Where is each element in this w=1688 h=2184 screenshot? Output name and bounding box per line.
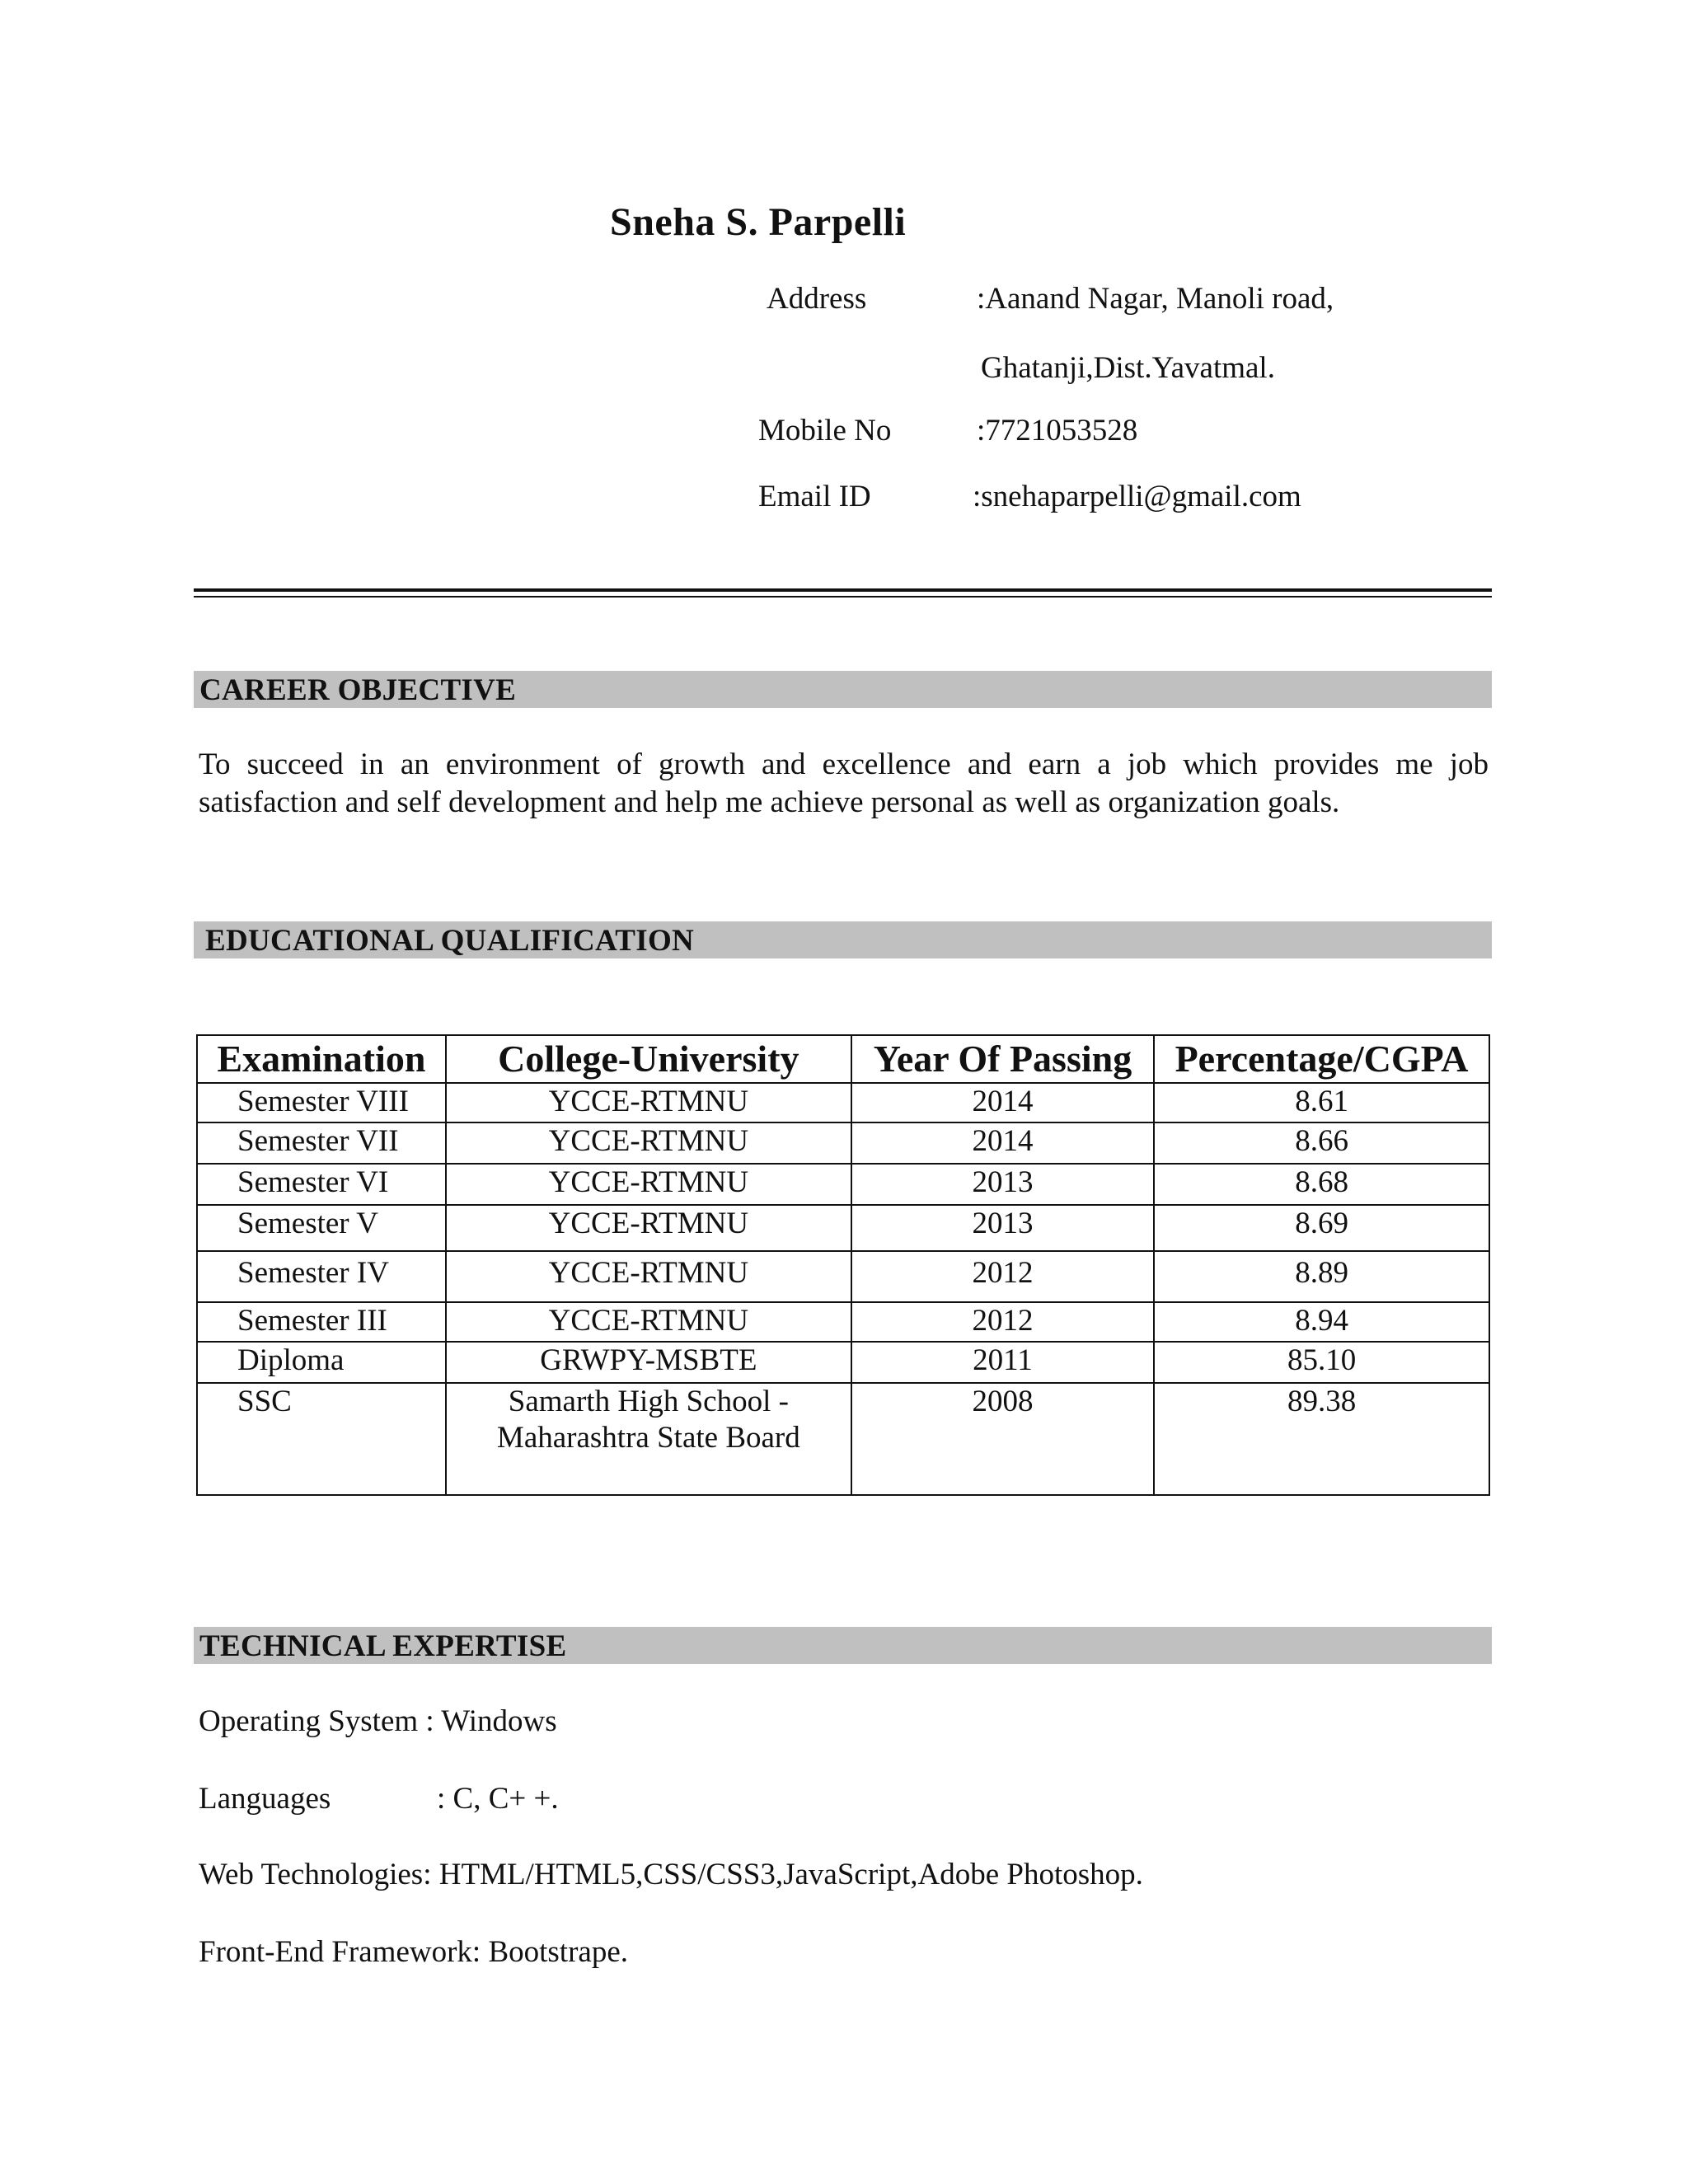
- mobile-label: Mobile No: [758, 414, 892, 448]
- candidate-name: Sneha S. Parpelli: [610, 200, 907, 244]
- header-divider-thin: [194, 596, 1492, 598]
- career-objective-heading: CAREER OBJECTIVE: [194, 671, 1492, 708]
- exam-cell: Semester VI: [197, 1164, 446, 1205]
- year-cell: 2014: [851, 1083, 1154, 1122]
- table-row: [197, 1164, 1489, 1205]
- career-objective-text: To succeed in an environment of growth and excellence and earn a job which provides me job satisfaction and self development and help me achieve personal as well as organization goals.: [199, 748, 1489, 819]
- percentage-cell: 85.10: [1154, 1342, 1489, 1383]
- web-technologies-line: Web Technologies: HTML/HTML5,CSS/CSS3,JavaScript,Adobe Photoshop.: [199, 1858, 1143, 1891]
- table-row: [197, 1205, 1489, 1251]
- languages-value: : C, C+ +.: [437, 1782, 559, 1816]
- percentage-cell: 8.66: [1154, 1122, 1489, 1164]
- college-line-2: Maharashtra State Board: [496, 1421, 800, 1455]
- exam-cell: Semester III: [197, 1302, 446, 1342]
- percentage-cell: 8.69: [1154, 1205, 1489, 1251]
- education-table-header-row: [197, 1035, 1489, 1083]
- table-row: [197, 1251, 1489, 1302]
- column-header-percentage: Percentage/CGPA: [1154, 1035, 1489, 1083]
- percentage-cell: 89.38: [1154, 1383, 1489, 1495]
- college-cell: YCCE-RTMNU: [446, 1251, 851, 1302]
- college-line-1: Samarth High School -: [508, 1385, 789, 1418]
- college-cell: [446, 1383, 851, 1495]
- year-cell: 2013: [851, 1164, 1154, 1205]
- percentage-cell: 8.89: [1154, 1251, 1489, 1302]
- address-line-2: Ghatanji,Dist.Yavatmal.: [981, 351, 1275, 385]
- framework-line: Front-End Framework: Bootstrape.: [199, 1935, 628, 1969]
- technical-expertise-heading: TECHNICAL EXPERTISE: [194, 1627, 1492, 1664]
- percentage-cell: 8.68: [1154, 1164, 1489, 1205]
- exam-cell: Semester VII: [197, 1122, 446, 1164]
- column-header-examination: Examination: [197, 1035, 446, 1083]
- operating-system-line: Operating System : Windows: [199, 1704, 557, 1738]
- year-cell: 2011: [851, 1342, 1154, 1383]
- exam-cell: Semester V: [197, 1205, 446, 1251]
- header-divider-thick: [194, 588, 1492, 592]
- column-header-college: College-University: [446, 1035, 851, 1083]
- table-row: [197, 1342, 1489, 1383]
- percentage-cell: 8.61: [1154, 1083, 1489, 1122]
- table-row: [197, 1383, 1489, 1495]
- year-cell: 2012: [851, 1251, 1154, 1302]
- exam-cell: Semester VIII: [197, 1083, 446, 1122]
- column-header-year: Year Of Passing: [851, 1035, 1154, 1083]
- exam-cell: Diploma: [197, 1342, 446, 1383]
- exam-cell: SSC: [197, 1383, 446, 1495]
- college-cell: YCCE-RTMNU: [446, 1205, 851, 1251]
- email-value: :snehaparpelli@gmail.com: [973, 480, 1301, 513]
- year-cell: 2008: [851, 1383, 1154, 1495]
- mobile-value: :7721053528: [977, 414, 1138, 448]
- education-heading: EDUCATIONAL QUALIFICATION: [194, 921, 1492, 958]
- percentage-cell: 8.94: [1154, 1302, 1489, 1342]
- year-cell: 2012: [851, 1302, 1154, 1342]
- education-table: [196, 1034, 1490, 1496]
- table-row: [197, 1302, 1489, 1342]
- year-cell: 2013: [851, 1205, 1154, 1251]
- table-row: [197, 1122, 1489, 1164]
- exam-cell: Semester IV: [197, 1251, 446, 1302]
- year-cell: 2014: [851, 1122, 1154, 1164]
- table-row: [197, 1083, 1489, 1122]
- address-label: Address: [767, 282, 867, 316]
- email-label: Email ID: [758, 480, 871, 513]
- college-cell: YCCE-RTMNU: [446, 1302, 851, 1342]
- college-cell: YCCE-RTMNU: [446, 1122, 851, 1164]
- college-cell: GRWPY-MSBTE: [446, 1342, 851, 1383]
- college-cell: YCCE-RTMNU: [446, 1083, 851, 1122]
- college-cell: YCCE-RTMNU: [446, 1164, 851, 1205]
- address-line-1: :Aanand Nagar, Manoli road,: [977, 282, 1334, 316]
- languages-label: Languages: [199, 1782, 331, 1816]
